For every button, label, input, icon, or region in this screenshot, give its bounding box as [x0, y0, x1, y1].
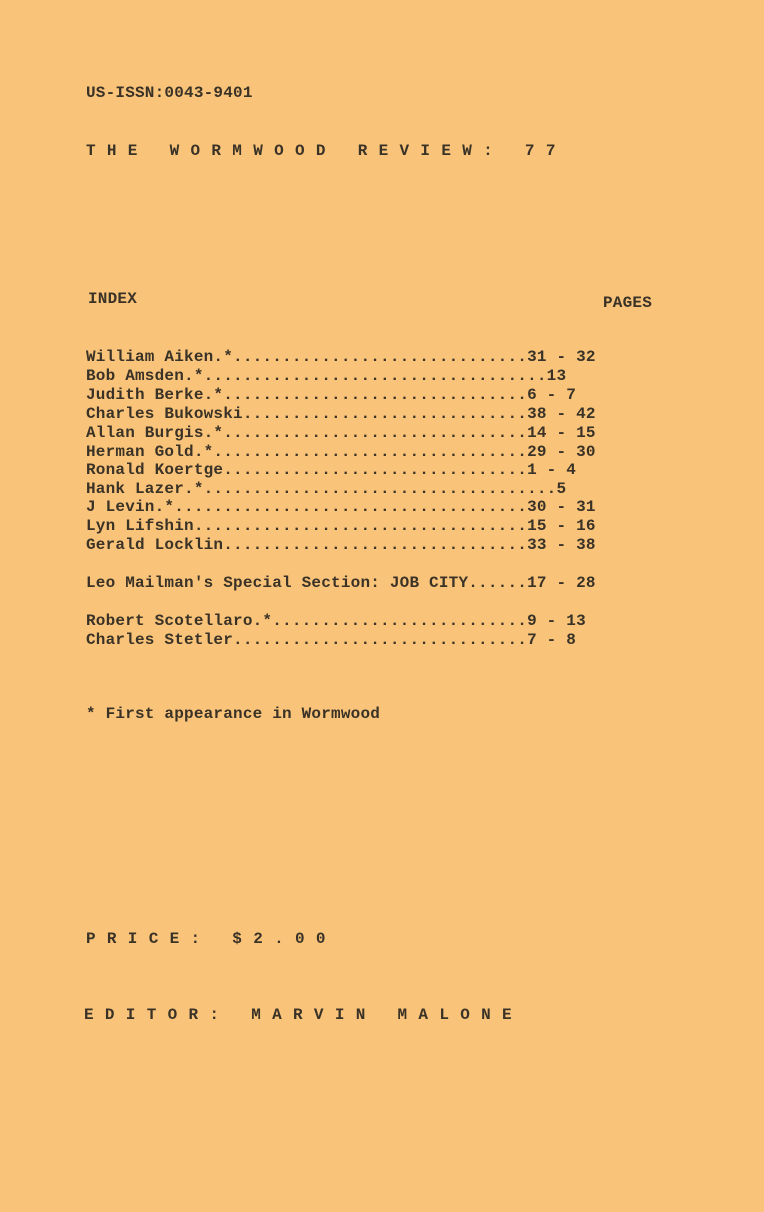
pages-heading: PAGES [603, 294, 653, 312]
index-entry: Allan Burgis.*...............................14 - 15 [86, 424, 596, 442]
index-entry: Lyn Lifshin..................................15 - 16 [86, 517, 596, 535]
index-entry: Gerald Locklin...............................33 - 38 [86, 536, 596, 554]
price-line: PRICE: $2.00 [86, 930, 337, 948]
index-entry: Charles Stetler..............................7 - 8 [86, 631, 577, 649]
index-entry: Herman Gold.*................................29 - 30 [86, 443, 596, 461]
index-entry: J Levin.*....................................30 - 31 [86, 498, 596, 516]
index-entry: Charles Bukowski.............................38 - 42 [86, 405, 596, 423]
index-heading: INDEX [88, 290, 138, 308]
index-entry: William Aiken.*..............................31 - 32 [86, 348, 596, 366]
index-entry: Ronald Koertge...............................1 - 4 [86, 461, 577, 479]
footnote: * First appearance in Wormwood [86, 705, 381, 723]
issn-line: US-ISSN:0043-9401 [86, 84, 253, 102]
special-section-entry: Leo Mailman's Special Section: JOB CITY......17 - 28 [86, 574, 596, 592]
index-entry: Judith Berke.*...............................6 - 7 [86, 386, 577, 404]
index-entry: Robert Scotellaro.*..........................9 - 13 [86, 612, 586, 630]
page-title: THE WORMWOOD REVIEW: 77 [86, 142, 567, 160]
editor-line: EDITOR: MARVIN MALONE [84, 1006, 523, 1024]
index-entry: Bob Amsden.*...................................13 [86, 367, 567, 385]
index-entry: Hank Lazer.*....................................5 [86, 480, 567, 498]
